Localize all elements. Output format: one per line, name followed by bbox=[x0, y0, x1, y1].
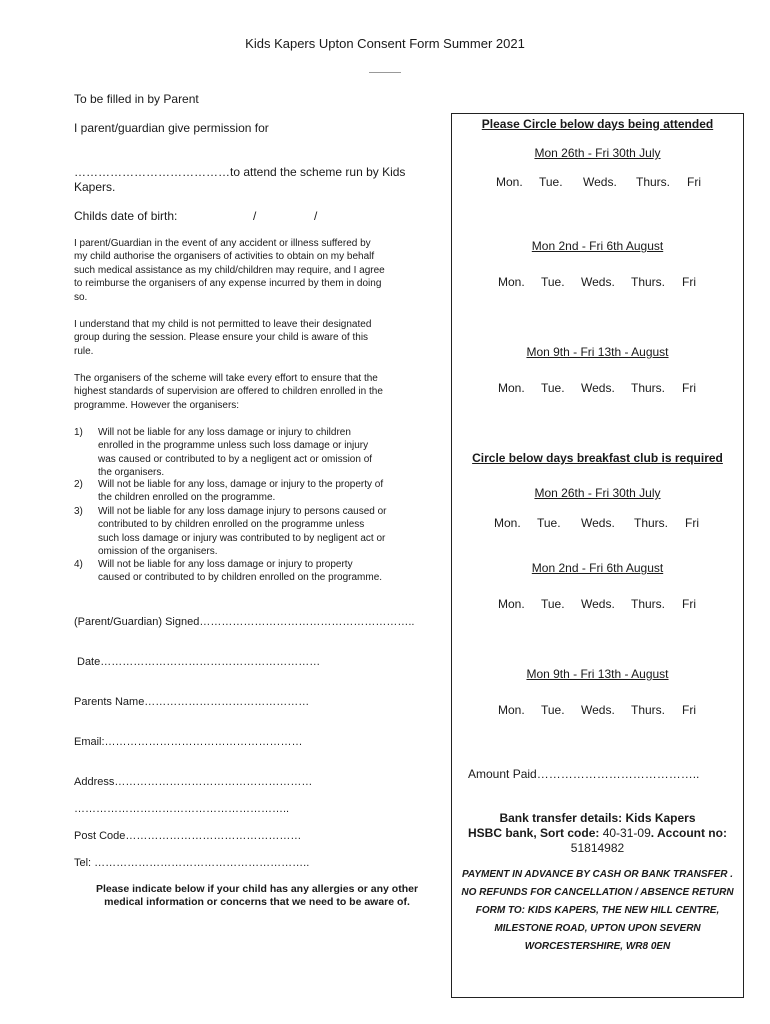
title-divider bbox=[369, 72, 401, 73]
to-be-filled-label: To be filled in by Parent bbox=[74, 92, 199, 106]
liability-list: 1) Will not be liable for any loss damage or injury to children enrolled in the programme unless such loss damage or injury was caused or contributed to by a negligent act or omission of the organisers. 2) Will not be liable for any loss, damage or injury to the property of the children enrolled on the programme. 3) Will not be liable for any loss damage injury to persons caused or contributed to by children enrolled on the programme unless such loss damage or injury was contributed to by negligent act or omission of the organisers. 4) Will not be liable for any loss damage or injury to property caused or contributed to by children enrolled on the programme. bbox=[74, 427, 387, 584]
days-panel bbox=[451, 113, 744, 998]
dob-label: Childs date of birth: bbox=[74, 209, 178, 223]
day-mon[interactable]: Mon. bbox=[498, 275, 525, 289]
day-tue[interactable]: Tue. bbox=[541, 597, 565, 611]
day-tue[interactable]: Tue. bbox=[537, 516, 561, 530]
days-attended-heading: Please Circle below days being attended bbox=[481, 117, 714, 131]
attend-line[interactable]: …………………………………to attend the scheme run by Kids bbox=[74, 165, 406, 179]
week-3-label: Mon 9th - Fri 13th - August bbox=[526, 667, 669, 681]
day-fri[interactable]: Fri bbox=[682, 703, 696, 717]
week-3-label: Mon 9th - Fri 13th - August bbox=[526, 345, 669, 359]
bank-details: HSBC bank, Sort code: 40-31-09. Account no: bbox=[468, 826, 727, 840]
day-mon[interactable]: Mon. bbox=[494, 516, 521, 530]
day-thurs[interactable]: Thurs. bbox=[631, 703, 666, 717]
day-mon[interactable]: Mon. bbox=[498, 703, 525, 717]
day-thurs[interactable]: Thurs. bbox=[631, 597, 666, 611]
day-fri[interactable]: Fri bbox=[682, 597, 696, 611]
day-mon[interactable]: Mon. bbox=[498, 597, 525, 611]
day-mon[interactable]: Mon. bbox=[498, 381, 525, 395]
allergy-instructions: Please indicate below if your child has any allergies or any other medical information or concerns that we need to be aware of. bbox=[95, 883, 419, 908]
address-line-2-field[interactable]: ………………………………………………….. bbox=[74, 803, 290, 815]
postcode-field[interactable]: Post Code………………………………………… bbox=[74, 830, 302, 842]
day-weds[interactable]: Weds. bbox=[581, 275, 615, 289]
parents-name-field[interactable]: Parents Name……………………………………… bbox=[74, 696, 310, 708]
day-thurs[interactable]: Thurs. bbox=[634, 516, 669, 530]
address-field[interactable]: Address……………………………………………… bbox=[74, 776, 313, 788]
day-fri[interactable]: Fri bbox=[682, 275, 696, 289]
week-1-label: Mon 26th - Fri 30th July bbox=[534, 146, 661, 160]
breakfast-club-heading: Circle below days breakfast club is required bbox=[472, 451, 723, 465]
tel-field[interactable]: Tel: ………………………………………………….. bbox=[74, 857, 310, 869]
amount-paid-field[interactable]: Amount Paid………………………………….. bbox=[468, 767, 700, 781]
week-1-label: Mon 26th - Fri 30th July bbox=[534, 486, 661, 500]
day-thurs[interactable]: Thurs. bbox=[631, 275, 666, 289]
dob-separator: / bbox=[314, 209, 318, 223]
group-rule-paragraph: I understand that my child is not permitted to leave their designated group during the session. Please ensure your child is aware of this rule. bbox=[74, 319, 372, 357]
account-number: 51814982 bbox=[570, 841, 625, 855]
form-title: Kids Kapers Upton Consent Form Summer 2021 bbox=[245, 36, 525, 51]
day-weds[interactable]: Weds. bbox=[581, 516, 615, 530]
dob-separator: / bbox=[253, 209, 257, 223]
day-tue[interactable]: Tue. bbox=[541, 703, 565, 717]
week-2-label: Mon 2nd - Fri 6th August bbox=[531, 239, 664, 253]
day-weds[interactable]: Weds. bbox=[583, 175, 617, 189]
day-fri[interactable]: Fri bbox=[682, 381, 696, 395]
medical-consent-paragraph: I parent/Guardian in the event of any accident or illness suffered by my child authorise the organisers of activities to obtain on my behalf such medical assistance as my child/children may require, and I agree to reimburse the organisers of any expense incurred by them in doing so. bbox=[74, 238, 385, 303]
day-thurs[interactable]: Thurs. bbox=[631, 381, 666, 395]
week-2-label: Mon 2nd - Fri 6th August bbox=[531, 561, 664, 575]
day-weds[interactable]: Weds. bbox=[581, 597, 615, 611]
day-tue[interactable]: Tue. bbox=[539, 175, 563, 189]
permission-label: I parent/guardian give permission for bbox=[74, 121, 269, 135]
day-tue[interactable]: Tue. bbox=[541, 381, 565, 395]
signature-field[interactable]: (Parent/Guardian) Signed………………………………………………….. bbox=[74, 616, 415, 628]
attend-line-cont: Kapers. bbox=[74, 180, 116, 194]
day-thurs[interactable]: Thurs. bbox=[636, 175, 671, 189]
day-weds[interactable]: Weds. bbox=[581, 703, 615, 717]
email-field[interactable]: Email:……………………………………………… bbox=[74, 736, 303, 748]
date-field[interactable]: Date…………………………………………………… bbox=[77, 656, 321, 668]
day-tue[interactable]: Tue. bbox=[541, 275, 565, 289]
day-weds[interactable]: Weds. bbox=[581, 381, 615, 395]
supervision-paragraph: The organisers of the scheme will take every effort to ensure that the highest standards of supervision are offered to children enrolled in the programme. However the organisers: bbox=[74, 373, 383, 411]
day-mon[interactable]: Mon. bbox=[496, 175, 523, 189]
payment-instructions: PAYMENT IN ADVANCE BY CASH OR BANK TRANSFER . NO REFUNDS FOR CANCELLATION / ABSENCE RETURN FORM TO: KIDS KAPERS, THE NEW HILL CENTRE, MILESTONE ROAD, UPTON UPON SEVERN WORCESTERSHIRE, WR8 0EN bbox=[461, 869, 734, 952]
day-fri[interactable]: Fri bbox=[685, 516, 699, 530]
day-fri[interactable]: Fri bbox=[687, 175, 701, 189]
bank-transfer-heading: Bank transfer details: Kids Kapers bbox=[499, 811, 696, 825]
